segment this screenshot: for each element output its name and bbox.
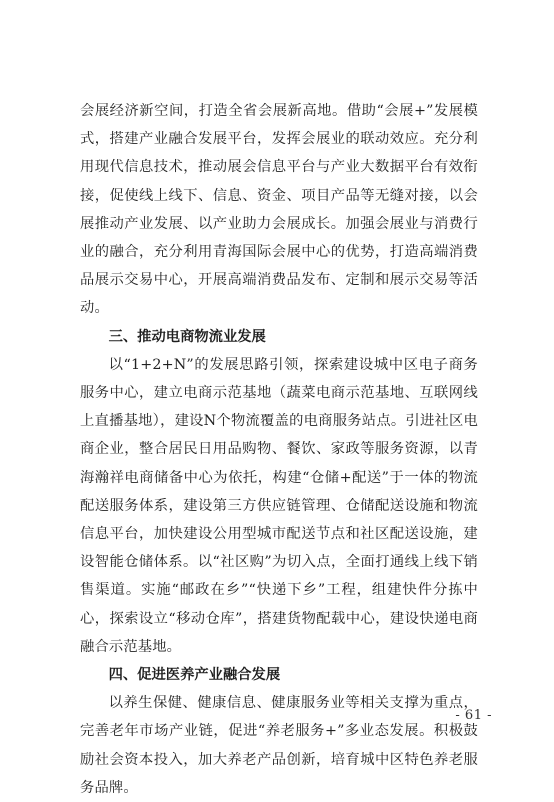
section-heading-ecommerce-logistics: 三、推动电商物流业发展 xyxy=(108,328,266,345)
paragraph-ecommerce-logistics: 以“1+2+N”的发展思路引领，探索建设城中区电子商务服务中心，建立电商示范基地（蔬菜电商示范基地、互联网线上直播基地），建设N个物流覆盖的电商服务站点。引进社区电商企业，整合居民日用品购物、餐饮、家政等服务资源，以青海瀚祥电商储备中心为依托，构建“仓储+配送”于一体的物流配送服务体系，建设第三方供应链管理、仓储配送设施和物流信息平台，加快建设公用型城市配送节点和社区配送设施，建设智能仓储体系。以“社区购”为切入点，全面打通线上线下销售渠道。实施“邮政在乡”“快递下乡”工程，组建快件分拣中心，探索设立“移动仓库”，搭建货物配载中心，建设快递电商融合示范基地。 xyxy=(80,356,478,655)
page-body xyxy=(80,97,478,802)
paragraph-convention-economy: 会展经济新空间，打造全省会展新高地。借助“会展+”发展模式，搭建产业融合发展平台，发挥会展业的联动效应。充分利用现代信息技术，推动展会信息平台与产业大数据平台有效衔接，促使线上线下、信息、资金、项目产品等无缝对接，以会展推动产业发展、以产业助力会展成长。加强会展业与消费行业的融合，充分利用青海国际会展中心的优势，打造高端消费品展示交易中心，开展高端消费品发布、定制和展示交易等活动。 xyxy=(80,103,478,317)
section-heading-medical-elderly-care: 四、促进医养产业融合发展 xyxy=(108,667,281,684)
paragraph-medical-elderly-care: 以养生保健、健康信息、健康服务业等相关支撑为重点，完善老年市场产业链，促进“养老服务+”多业态发展。积极鼓励社会资本投入，加大养老产品创新，培育城中区特色养老服务品牌。 xyxy=(80,695,478,796)
page-number: - 61 - xyxy=(455,708,492,723)
